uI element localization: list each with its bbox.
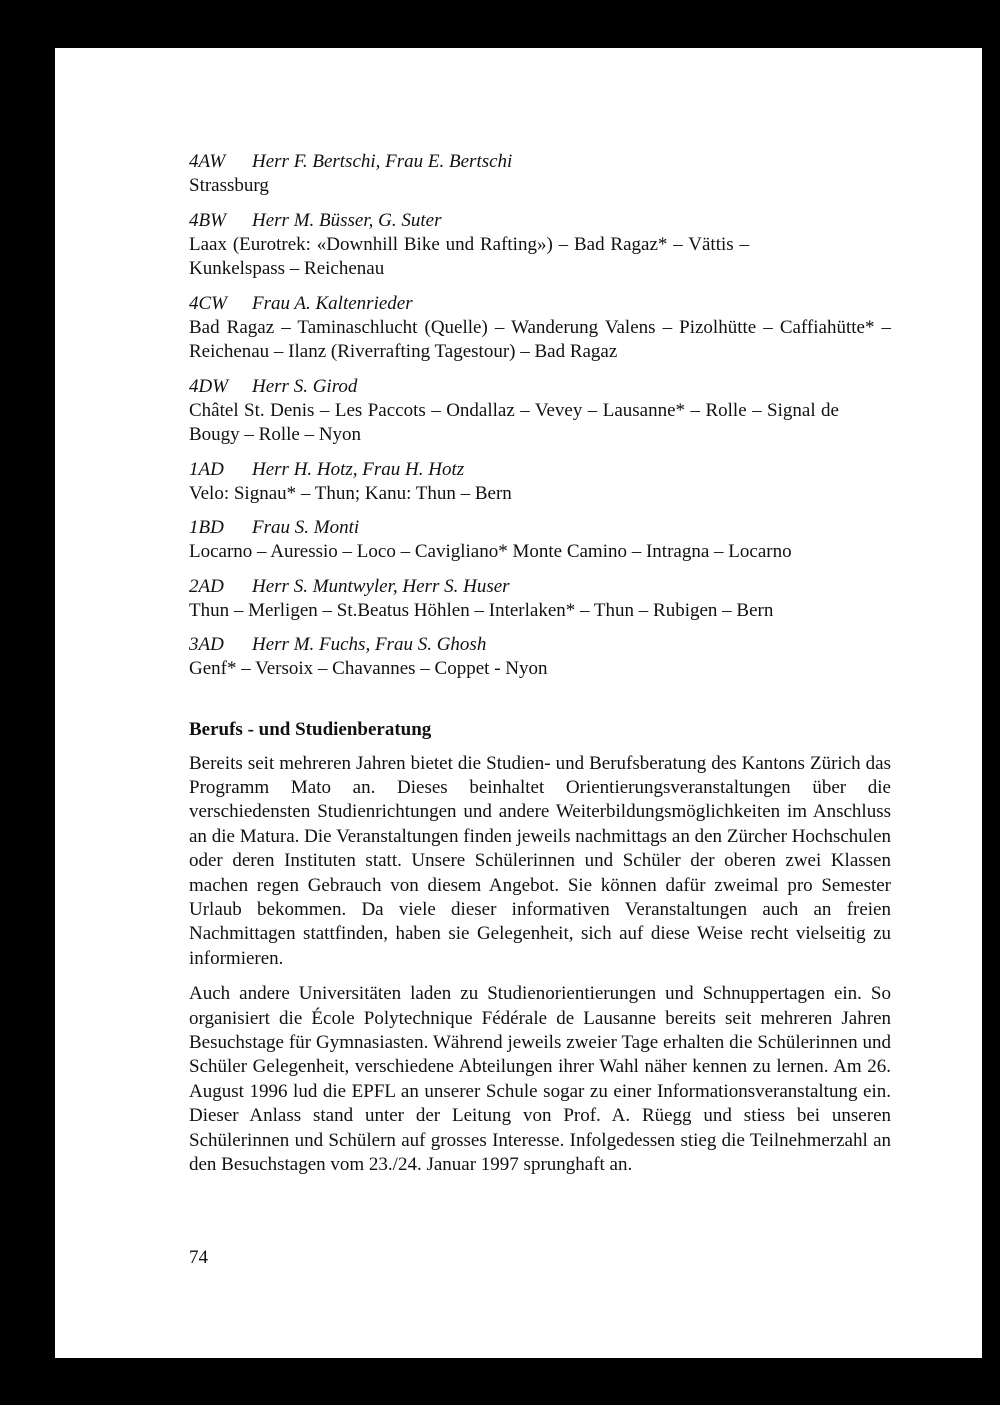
teachers: Herr F. Bertschi, Frau E. Bertschi xyxy=(252,151,513,172)
class-code: 4CW xyxy=(189,292,227,314)
class-code: 4DW xyxy=(189,375,229,397)
trip-route: Bad Ragaz – Taminaschlucht (Quelle) – Wanderung Valens – Pizolhütte – Caffiahütte* – Reichenau – Ilanz (Riverrafting Tagestour) – Bad Ragaz xyxy=(189,316,891,362)
trip-entry-4dw xyxy=(189,375,891,448)
trip-entry-1ad xyxy=(189,458,891,507)
class-code: 4BW xyxy=(189,209,226,231)
trip-route: Thun – Merligen – St.Beatus Höhlen – Interlaken* – Thun – Rubigen – Bern xyxy=(189,599,774,621)
trip-heading xyxy=(189,150,891,174)
trip-entry-4cw xyxy=(189,292,891,365)
page-content xyxy=(189,150,891,1188)
trip-heading xyxy=(189,209,891,233)
document-page xyxy=(55,48,982,1358)
trip-heading xyxy=(189,633,891,657)
class-code: 1BD xyxy=(189,517,224,538)
class-code: 2AD xyxy=(189,575,224,597)
trip-heading xyxy=(189,458,891,482)
trip-route: Velo: Signau* – Thun; Kanu: Thun – Bern xyxy=(189,482,512,504)
class-code: 3AD xyxy=(189,634,224,655)
trip-heading xyxy=(189,516,891,540)
teachers: Herr H. Hotz, Frau H. Hotz xyxy=(252,458,465,480)
trip-route: Strassburg xyxy=(189,175,269,196)
trip-route: Laax (Eurotrek: «Downhill Bike und Rafting») – Bad Ragaz* – Vättis – Kunkelspass – Reichenau xyxy=(189,233,749,279)
trip-route: Locarno – Auressio – Loco – Cavigliano* Monte Camino – Intragna – Locarno xyxy=(189,541,792,562)
teachers: Herr S. Girod xyxy=(252,375,358,397)
section-heading: Berufs - und Studienberatung xyxy=(189,718,432,740)
trip-heading xyxy=(189,292,891,316)
teachers: Herr S. Muntwyler, Herr S. Huser xyxy=(252,575,510,597)
trip-heading xyxy=(189,375,891,399)
paragraph: Bereits seit mehreren Jahren bietet die Studien- und Berufsberatung des Kantons Zürich das Programm Mato an. Dieses beinhaltet Orientierungsveranstaltungen über die verschiedensten Studienrichtungen und andere Weiterbildungsmöglichkeiten im Anschluss an die Matura. Die Veranstaltungen finden jeweils nachmittags an den Zürcher Hochschulen oder deren Instituten statt. Unsere Schülerinnen und Schüler der oberen zwei Klassen machen regen Gebrauch von diesem Angebot. Sie können dafür zweimal pro Semester Urlaub bekommen. Da viele dieser informativen Veranstaltungen auch an freien Nachmittagen stattfinden, haben sie Gelegenheit, sich auf diese Weise recht vielseitig zu informieren. xyxy=(189,752,891,969)
class-trips-list xyxy=(189,150,891,682)
trip-heading xyxy=(189,575,891,599)
trip-entry-4aw xyxy=(189,150,891,199)
class-code: 1AD xyxy=(189,458,224,480)
class-code: 4AW xyxy=(189,151,226,172)
trip-entry-2ad xyxy=(189,575,891,624)
teachers: Herr M. Fuchs, Frau S. Ghosh xyxy=(252,634,487,655)
teachers: Frau S. Monti xyxy=(252,517,360,538)
trip-entry-4bw xyxy=(189,209,891,282)
trip-route: Châtel St. Denis – Les Paccots – Ondallaz – Vevey – Lausanne* – Rolle – Signal de Bougy – Rolle – Nyon xyxy=(189,399,839,445)
trip-route: Genf* – Versoix – Chavannes – Coppet - Nyon xyxy=(189,658,548,679)
page-number: 74 xyxy=(189,1247,208,1268)
teachers: Frau A. Kaltenrieder xyxy=(252,292,413,314)
paragraph: Auch andere Universitäten laden zu Studienorientierungen und Schnuppertagen ein. So organisiert die École Polytechnique Fédérale de Lausanne bereits seit mehreren Jahren Besuchstage für Gymnasiasten. Während jeweils zweier Tage erhalten die Schülerinnen und Schüler Gelegenheit, verschiedene Abteilungen ihrer Wahl näher kennen zu lernen. Am 26. August 1996 lud die EPFL an unserer Schule sogar zu einer Informationsveranstaltung ein. Dieser Anlass stand unter der Leitung von Prof. A. Rüegg und stiess bei unseren Schülerinnen und Schülern auf grosses Interesse. Infolgedessen stieg die Teilnehmerzahl an den Besuchstagen vom 23./24. Januar 1997 sprunghaft an. xyxy=(189,983,891,1175)
trip-entry-1bd xyxy=(189,516,891,565)
teachers: Herr M. Büsser, G. Suter xyxy=(252,209,442,231)
trip-entry-3ad xyxy=(189,633,891,682)
